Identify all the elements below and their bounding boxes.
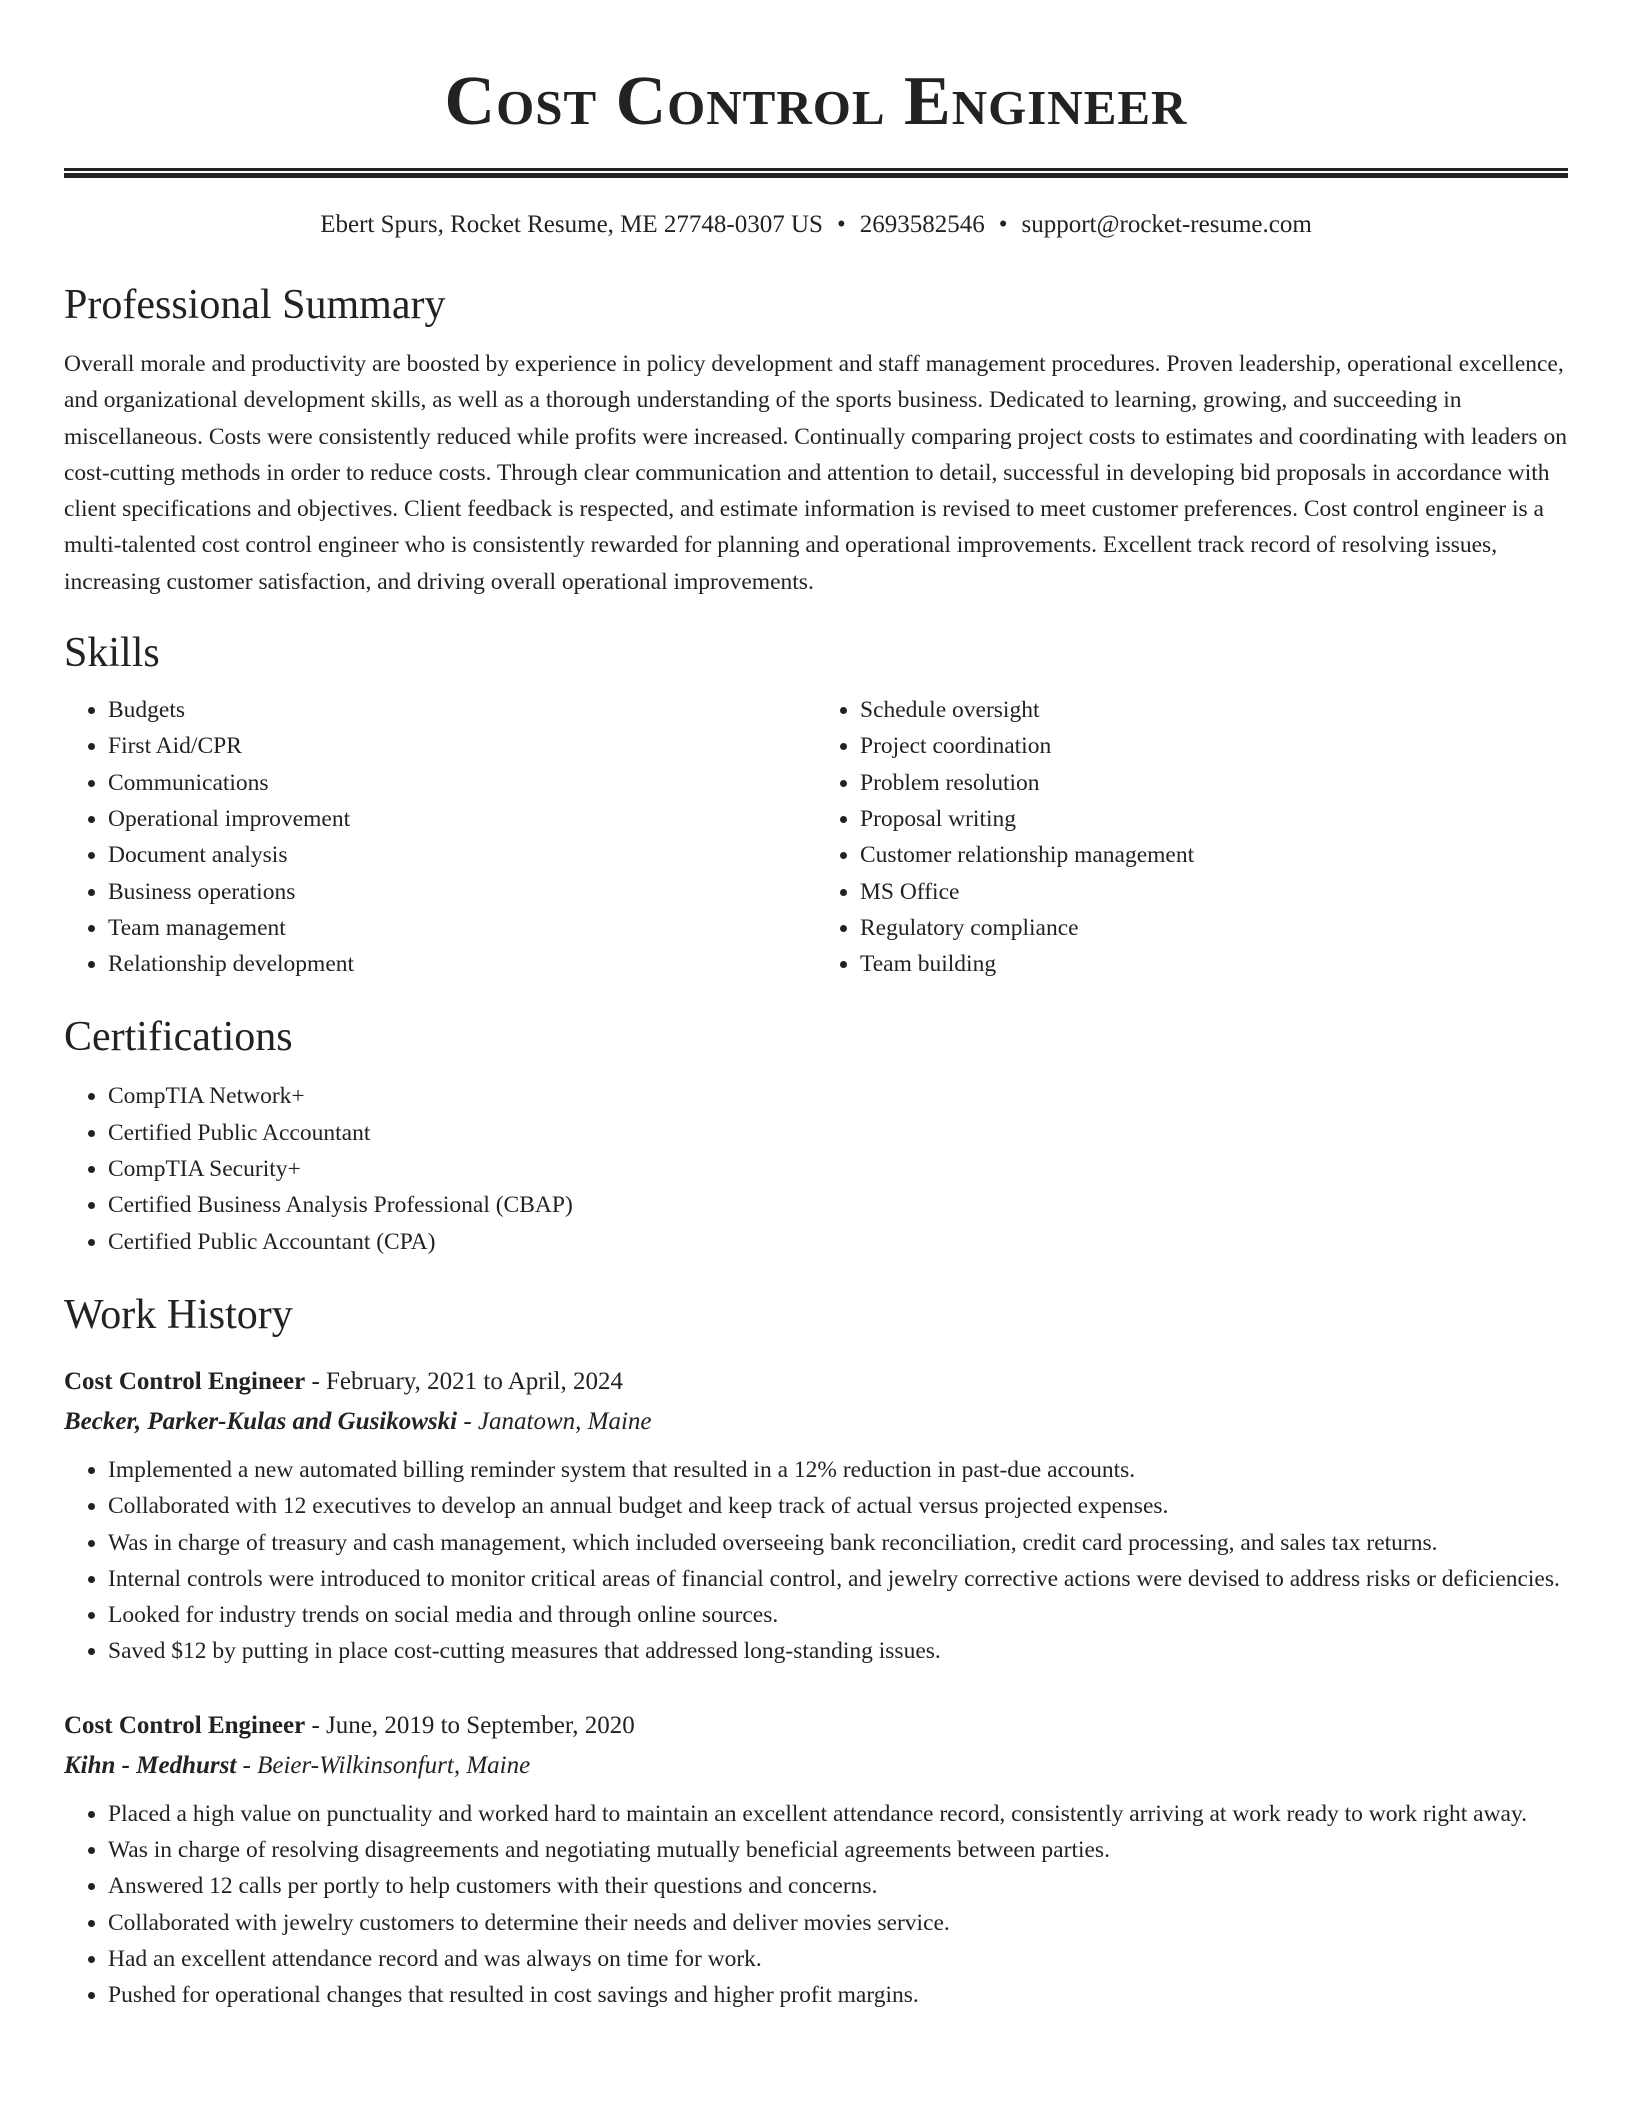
job-bullets xyxy=(64,1796,1568,2014)
resume-title: Cost Control Engineer xyxy=(444,63,1188,140)
skill-item: • Business operations xyxy=(108,874,816,910)
skill-item: • Problem resolution xyxy=(860,765,1568,801)
job-bullet: • Pushed for operational changes that resulted in cost savings and higher profit margins. xyxy=(108,1977,1568,2013)
job-location: - Janatown, Maine xyxy=(457,1407,652,1435)
contact-separator: • xyxy=(836,211,846,238)
skill-item: • First Aid/CPR xyxy=(108,728,816,764)
skill-item: • Schedule oversight xyxy=(860,692,1568,728)
certification-item: • Certified Public Accountant xyxy=(108,1115,1568,1151)
job-company: Kihn - Medhurst xyxy=(64,1751,237,1779)
certification-item: • Certified Business Analysis Professional (CBAP) xyxy=(108,1187,1568,1223)
certification-item: • CompTIA Security+ xyxy=(108,1151,1568,1187)
skills-heading: Skills xyxy=(64,630,160,677)
job-location: - Beier-Wilkinsonfurt, Maine xyxy=(236,1751,531,1779)
skill-item: • Budgets xyxy=(108,692,816,728)
job-entry xyxy=(64,1362,1568,1670)
certifications-list xyxy=(64,1078,1568,1259)
job-entry xyxy=(64,1706,1568,2014)
job-dates: - February, 2021 to April, 2024 xyxy=(305,1367,623,1395)
job-dates: - June, 2019 to September, 2020 xyxy=(305,1711,635,1739)
skills-columns xyxy=(64,692,1568,982)
job-title-line xyxy=(64,1362,1568,1402)
job-bullet: • Collaborated with 12 executives to develop an annual budget and keep track of actual versus projected expenses. xyxy=(108,1488,1568,1524)
job-bullet: • Had an excellent attendance record and was always on time for work. xyxy=(108,1941,1568,1977)
job-bullet: • Placed a high value on punctuality and worked hard to maintain an excellent attendance record, consistently arriving at work ready to work right away. xyxy=(108,1796,1568,1832)
job-company: Becker, Parker-Kulas and Gusikowski xyxy=(64,1407,458,1435)
job-bullet: • Was in charge of treasury and cash management, which included overseeing bank reconciliation, credit card processing, and sales tax returns. xyxy=(108,1525,1568,1561)
job-title-line xyxy=(64,1706,1568,1746)
summary-text: Overall morale and productivity are boosted by experience in policy development and staff management procedures. Proven leadership, operational excellence, and organizational development skills, as well as a thorough understanding of the sports business. Dedicated to learning, growing, and succeeding in miscellaneous. Costs were consistently reduced while profits were increased. Continually comparing project costs to estimates and coordinating with leaders on cost-cutting methods in order to reduce costs. Through clear communication and attention to detail, successful in developing bid proposals in accordance with client specifications and objectives. Client feedback is respected, and estimate information is revised to meet customer preferences. Cost control engineer is a multi-talented cost control engineer who is consistently rewarded for planning and operational improvements. Excellent track record of resolving issues, increasing customer satisfaction, and driving overall operational improvements. xyxy=(64,351,1567,595)
skill-item: • Relationship development xyxy=(108,946,816,982)
job-company-line xyxy=(64,1746,1568,1786)
contact-phone: 2693582546 xyxy=(859,211,985,238)
skill-item: • MS Office xyxy=(860,874,1568,910)
job-bullet: • Was in charge of resolving disagreements and negotiating mutually beneficial agreements between parties. xyxy=(108,1832,1568,1868)
certifications-heading: Certifications xyxy=(64,1014,293,1061)
skill-item: • Proposal writing xyxy=(860,801,1568,837)
certification-item: • CompTIA Network+ xyxy=(108,1078,1568,1114)
skill-item: • Operational improvement xyxy=(108,801,816,837)
contact-address: Ebert Spurs, Rocket Resume, ME 27748-0307 US xyxy=(320,211,823,238)
job-bullet: • Internal controls were introduced to monitor critical areas of financial control, and jewelry corrective actions were devised to address risks or deficiencies. xyxy=(108,1561,1568,1597)
skill-item: • Customer relationship management xyxy=(860,837,1568,873)
job-bullet: • Implemented a new automated billing reminder system that resulted in a 12% reduction in past-due accounts. xyxy=(108,1452,1568,1488)
work-history-heading: Work History xyxy=(64,1291,293,1338)
job-bullet: • Collaborated with jewelry customers to determine their needs and deliver movies service. xyxy=(108,1905,1568,1941)
skills-list-right xyxy=(816,692,1568,982)
skill-item: • Document analysis xyxy=(108,837,816,873)
skill-item: • Project coordination xyxy=(860,728,1568,764)
summary-heading: Professional Summary xyxy=(64,282,446,328)
skill-item: • Team building xyxy=(860,946,1568,982)
resume-page xyxy=(64,0,1568,2014)
skill-item: • Team management xyxy=(108,910,816,946)
job-bullet: • Looked for industry trends on social media and through online sources. xyxy=(108,1597,1568,1633)
title-double-rule xyxy=(64,168,1568,178)
contact-email: support@rocket-resume.com xyxy=(1021,211,1312,238)
job-bullets xyxy=(64,1452,1568,1670)
job-role: Cost Control Engineer xyxy=(64,1711,306,1739)
job-bullet: • Saved $12 by putting in place cost-cutting measures that addressed long-standing issues. xyxy=(108,1633,1568,1669)
certification-item: • Certified Public Accountant (CPA) xyxy=(108,1224,1568,1260)
contact-separator: • xyxy=(998,211,1008,238)
skill-item: • Communications xyxy=(108,765,816,801)
skill-item: • Regulatory compliance xyxy=(860,910,1568,946)
job-company-line xyxy=(64,1402,1568,1442)
skills-list-left xyxy=(64,692,816,982)
job-role: Cost Control Engineer xyxy=(64,1367,306,1395)
job-bullet: • Answered 12 calls per portly to help customers with their questions and concerns. xyxy=(108,1868,1568,1904)
contact-line xyxy=(64,210,1568,240)
